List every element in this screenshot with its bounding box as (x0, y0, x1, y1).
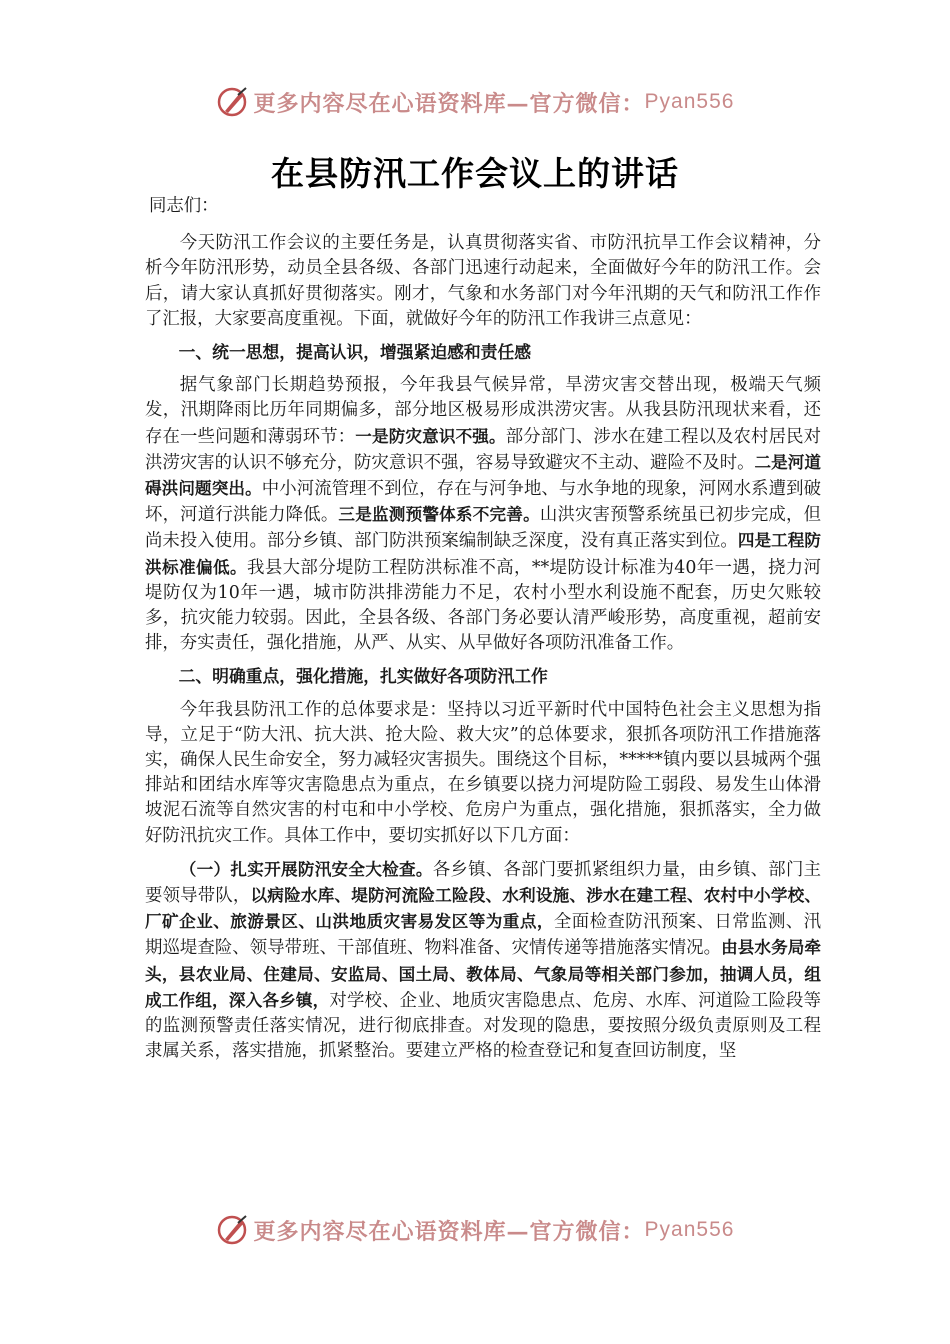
subsection1-text-d: 由县水务局牵头，县农业局、住建局、安监局、国土局、教体局、气象局等相关部门参加，抽调人员，组成工作组，深入各乡镇， (145, 938, 821, 1010)
section1-point-3: 三是监测预警体系不完善。 (338, 505, 540, 525)
salutation: 同志们： (149, 196, 219, 216)
watermark-wechat-id: Pyan556 (644, 1218, 735, 1241)
watermark-wechat-id: Pyan556 (644, 90, 735, 113)
section1-text-1: 据气象部门长期趋势预报，今年我县气候异常，旱涝灾害交替出现，极端天气频发，汛期降雨比历年同期偏多，部分地区极易形成洪涝灾害。从我县防汛现状来看，还存在一些问题和薄弱环节： (145, 375, 821, 447)
watermark-banner-bottom (0, 1210, 950, 1250)
watermark-text: 更多内容尽在心语资料库—官方微信： (253, 1218, 645, 1245)
document-title: 在县防汛工作会议上的讲话 (271, 154, 679, 193)
section1-heading: 一、统一思想，提高认识，增强紧迫感和责任感 (178, 342, 532, 363)
section1-point-2: 二是河道碍洪问题突出。 (145, 452, 821, 499)
section1-text-2: 部分部门、涉水在建工程以及农村居民对洪涝灾害的认识不够充分，防灾意识不强，容易导致避灾不主动、避险不及时。 (145, 426, 821, 473)
subsection1-text-c: 全面检查防汛预案、日常监测、汛期巡堤查险、领导带班、干部值班、物料准备、灾情传递等措施落实情况。 (145, 912, 821, 959)
section1-paragraph (145, 373, 821, 656)
section1-text-5: 我县大部分堤防工程防洪标准不高，**堤防设计标准为40年一遇，挠力河堤防仅为10年一遇，城市防洪排涝能力不足，农村小型水利设施不配套，历史欠账较多，抗灾能力较弱。因此，全县各级、各部门务必要认清严峻形势，高度重视，超前安排，夯实责任，强化措施，从严、从实、从早做好各项防汛准备工作。 (145, 557, 821, 654)
section1-point-1: 一是防灾意识不强。 (355, 426, 506, 446)
pen-logo-icon (216, 85, 250, 119)
subsection1-text-e: 对学校、企业、地质灾害隐患点、危房、水库、河道险工险段等的监测预警责任落实情况，进行彻底排查。对发现的隐患，要按照分级负责原则及工程隶属关系，落实措施，抓紧整治。要建立严格的检查登记和复查回访制度，坚 (145, 990, 821, 1062)
intro-paragraph: 今天防汛工作会议的主要任务是，认真贯彻落实省、市防汛抗旱工作会议精神，分析今年防汛形势，动员全县各级、各部门迅速行动起来，全面做好今年的防汛工作。会后，请大家认真抓好贯彻落实。刚才，气象和水务部门对今年汛期的天气和防汛工作作了汇报，大家要高度重视。下面，就做好今年的防汛工作我讲三点意见： (145, 233, 821, 329)
subsection1-text-a: 各乡镇、各部门要抓紧组织力量，由乡镇、部门主要领导带队， (145, 859, 821, 907)
subsection1-text-b: 以病险水库、堤防河流险工险段、水利设施、涉水在建工程、农村中小学校、厂矿企业、旅游景区、山洪地质灾害易发区等为重点， (145, 886, 821, 932)
document-body (145, 194, 821, 1065)
section2-heading: 二、明确重点，强化措施，扎实做好各项防汛工作 (178, 666, 548, 687)
section1-text-3: 中小河流管理不到位，存在与河争地、与水争地的现象，河网水系遭到破坏，河道行洪能力降低。 (145, 479, 821, 526)
watermark-banner-top (0, 82, 950, 122)
section1-text-4: 山洪灾害预警系统虽已初步完成，但尚未投入使用。部分乡镇、部门防洪预案编制缺乏深度，没有真正落实到位。 (145, 505, 821, 552)
watermark-text: 更多内容尽在心语资料库—官方微信： (253, 90, 645, 117)
subsection1-paragraph (145, 857, 821, 1065)
section1-point-4: 四是工程防洪标准偏低。 (145, 531, 821, 577)
subsection1-heading: （一）扎实开展防汛安全大检查。 (179, 859, 433, 879)
section2-paragraph: 今年我县防汛工作的总体要求是：坚持以习近平新时代中国特色社会主义思想为指导，立足于“防大汛、抗大洪、抢大险、救大灾”的总体要求，狠抓各项防汛工作措施落实，确保人民生命安全，努力减轻灾害损失。围绕这个目标，*****镇内要以县城两个强排站和团结水库等灾害隐患点为重点，在乡镇要以挠力河堤防险工弱段、易发生山体滑坡泥石流等自然灾害的村屯和中小学校、危房户为重点，强化措施，狠抓落实，全力做好防汛抗灾工作。具体工作中，要切实抓好以下几方面： (145, 699, 821, 846)
pen-logo-icon (216, 1213, 250, 1247)
